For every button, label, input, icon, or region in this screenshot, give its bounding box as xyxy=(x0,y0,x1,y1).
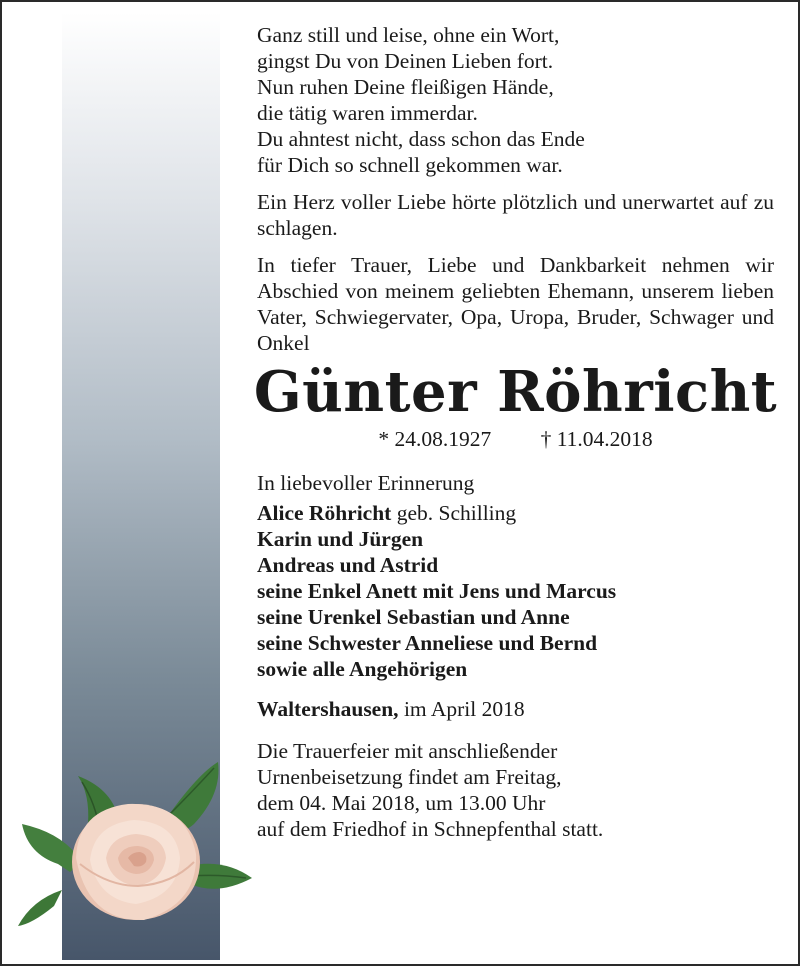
mourner-line: seine Enkel Anett mit Jens und Marcus xyxy=(257,579,617,603)
obituary-text xyxy=(253,22,778,853)
widow-name: Alice Röhricht xyxy=(257,501,392,525)
mourner-line: Andreas und Astrid xyxy=(257,553,439,577)
poem-line: Du ahntest nicht, dass schon das Ende xyxy=(257,127,585,151)
mourner-line: seine Schwester Anneliese und Bernd xyxy=(257,631,598,655)
mourner-line: sowie alle Angehörigen xyxy=(257,657,468,681)
mourners-list xyxy=(257,470,774,682)
place-date xyxy=(257,696,774,722)
birth-date: * 24.08.1927 xyxy=(378,427,492,451)
funeral-line: auf dem Friedhof in Schnepfenthal statt. xyxy=(257,817,604,841)
place-city: Waltershausen, xyxy=(257,697,399,721)
poem-line: Ganz still und leise, ohne ein Wort, xyxy=(257,23,560,47)
heart-paragraph: Ein Herz voller Liebe hörte plötzlich und unerwartet auf zu schlagen. xyxy=(257,190,774,240)
funeral-line: Urnenbeisetzung findet am Freitag, xyxy=(257,765,562,789)
death-date: † 11.04.2018 xyxy=(540,427,653,451)
farewell-paragraph: In tiefer Trauer, Liebe und Dankbarkeit nehmen wir Abschied von meinem geliebten Ehemann, unserem lieben Vater, Schwiegervater, Opa, Uropa, Bruder, Schwager und Onkel xyxy=(257,253,774,355)
place-month: im April 2018 xyxy=(398,697,525,721)
poem-line: Nun ruhen Deine fleißigen Hände, xyxy=(257,75,554,99)
rose-icon xyxy=(18,754,258,934)
poem-line: für Dich so schnell gekommen war. xyxy=(257,153,563,177)
poem-line: die tätig waren immerdar. xyxy=(257,101,478,125)
mourner-line xyxy=(257,500,774,526)
mourner-line: Karin und Jürgen xyxy=(257,527,424,551)
funeral-line: Die Trauerfeier mit anschließender xyxy=(257,739,558,763)
widow-maiden-name: geb. Schilling xyxy=(391,501,517,525)
memory-line: In liebevoller Erinnerung xyxy=(257,471,475,495)
mourner-line: seine Urenkel Sebastian und Anne xyxy=(257,605,570,629)
poem xyxy=(257,22,774,178)
poem-line: gingst Du von Deinen Lieben fort. xyxy=(257,49,554,73)
funeral-info xyxy=(257,738,774,842)
deceased-name: Günter Röhricht xyxy=(253,359,778,425)
funeral-line: dem 04. Mai 2018, um 13.00 Uhr xyxy=(257,791,546,815)
life-dates xyxy=(257,426,774,452)
